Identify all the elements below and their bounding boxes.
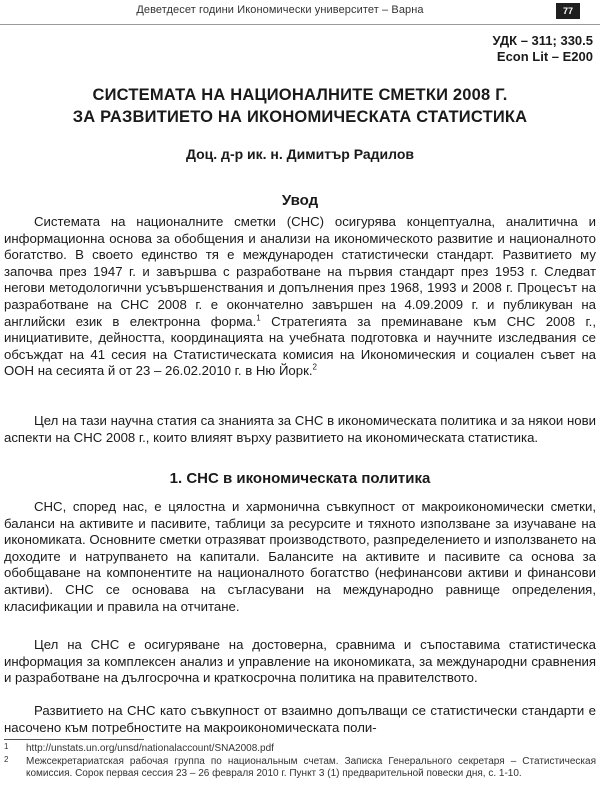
econlit-code: Econ Lit – E200: [496, 49, 593, 64]
classification-block: [492, 33, 593, 65]
author-name: Доц. д-р ик. н. Димитър Радилов: [185, 146, 415, 162]
footnote-ref-2[interactable]: 2: [312, 362, 317, 372]
running-header: [0, 0, 600, 25]
section-1-paragraph-3: Развитието на СНС като съвкупност от взаимно допълващи се статистически стандарти е насочено към потребностите на макроикономическата поли-: [4, 703, 596, 735]
footnote-ref-1[interactable]: 1: [256, 313, 261, 323]
footnote-2: [4, 756, 596, 781]
footnote-divider: [4, 739, 144, 740]
footnote-2-text: Межсекретариатская рабочая группа по национальным счетам. Записка Генерального секретаря – Статистическая комиссия. Сорок первая сессия 23 – 26 февраля 2010 г. Пункт 3 (1) предварительной повески дня, с. 1-10.: [26, 755, 596, 779]
running-head-text: Деветдесет години Икономически университет – Варна: [136, 4, 424, 16]
article-title-line-2: ЗА РАЗВИТИЕТО НА ИКОНОМИЧЕСКАТА СТАТИСТИКА: [72, 108, 528, 126]
article-title-line-1: СИСТЕМАТА НА НАЦИОНАЛНИТЕ СМЕТКИ 2008 Г.: [92, 86, 508, 104]
page-number: 77: [556, 3, 580, 19]
footnote-2-mark: 2: [4, 754, 9, 764]
section-1-heading: 1. СНС в икономическата политика: [169, 470, 431, 487]
footnote-1-mark: 1: [4, 742, 9, 751]
intro-paragraph-1-text-a: Системата на националните сметки (СНС) осигурява концептуална, аналитична и информационна основа за обобщения и анализи на икономическото развитие и националното богатство. В своето единство тя е международен статистически стандарт. Развитието му започва през 1947 г. и завършва с разработване на първия стандарт през 1953 г. Следват негови методологични усъвършенствания и допълнения през 1968, 1993 и 2008 г. Процесът на разработване на СНС 2008 г. е окончателно завършен на 4.09.2009 г. и публикуван на английски език в електронна форма.: [4, 214, 596, 329]
footnotes: [4, 743, 596, 781]
intro-paragraph-1: [4, 214, 596, 380]
section-1-paragraph-1: СНС, според нас, е цялостна и хармонична съвкупност от макроикономически сметки, баланси на активите и пасивите, таблици за ресурсите и тяхното използване за изучаване на икономиката. Основните сметки отразяват производството, разпределението и използването на доходите и натрупването на капитали. Балансите на активите и пасивите са основа за обобщаване на компонентите на националното богатство (нефинансови активи и финансови активи). СНС се основава на съгласувани на международно равнище определения, класификации и правила на отчитане.: [4, 499, 596, 614]
footnote-1: [4, 743, 596, 756]
article-title: [20, 84, 580, 128]
footnote-1-text[interactable]: http://unstats.un.org/unsd/nationalaccount/SNA2008.pdf: [26, 743, 274, 754]
udk-code: УДК – 311; 330.5: [492, 33, 593, 48]
intro-paragraph-1-text-b: Стратегията за преминаване към СНС 2008 г., инициативите, дейността, координацията на учебната подготовка и научните изследвания се обсъждат на 41 сесия на Статистическата комисия на Икономическия и социален съвет на ООН на сесията й от 23 – 26.02.2010 г. в Ню Йорк.: [4, 313, 597, 379]
section-1-paragraph-2: Цел на СНС е осигуряване на достоверна, сравнима и съпоставима статистическа информация за комплексен анализ и управление на икономиката, за международни сравнения и разработване на дългосрочна и краткосрочна политика на правителството.: [4, 637, 596, 686]
intro-paragraph-2: Цел на тази научна статия са знанията за СНС в икономическата политика и за някои нови аспекти на СНС 2008 г., които влияят върху развитието на икономическата статистика.: [4, 413, 596, 445]
intro-heading: Увод: [281, 192, 319, 209]
